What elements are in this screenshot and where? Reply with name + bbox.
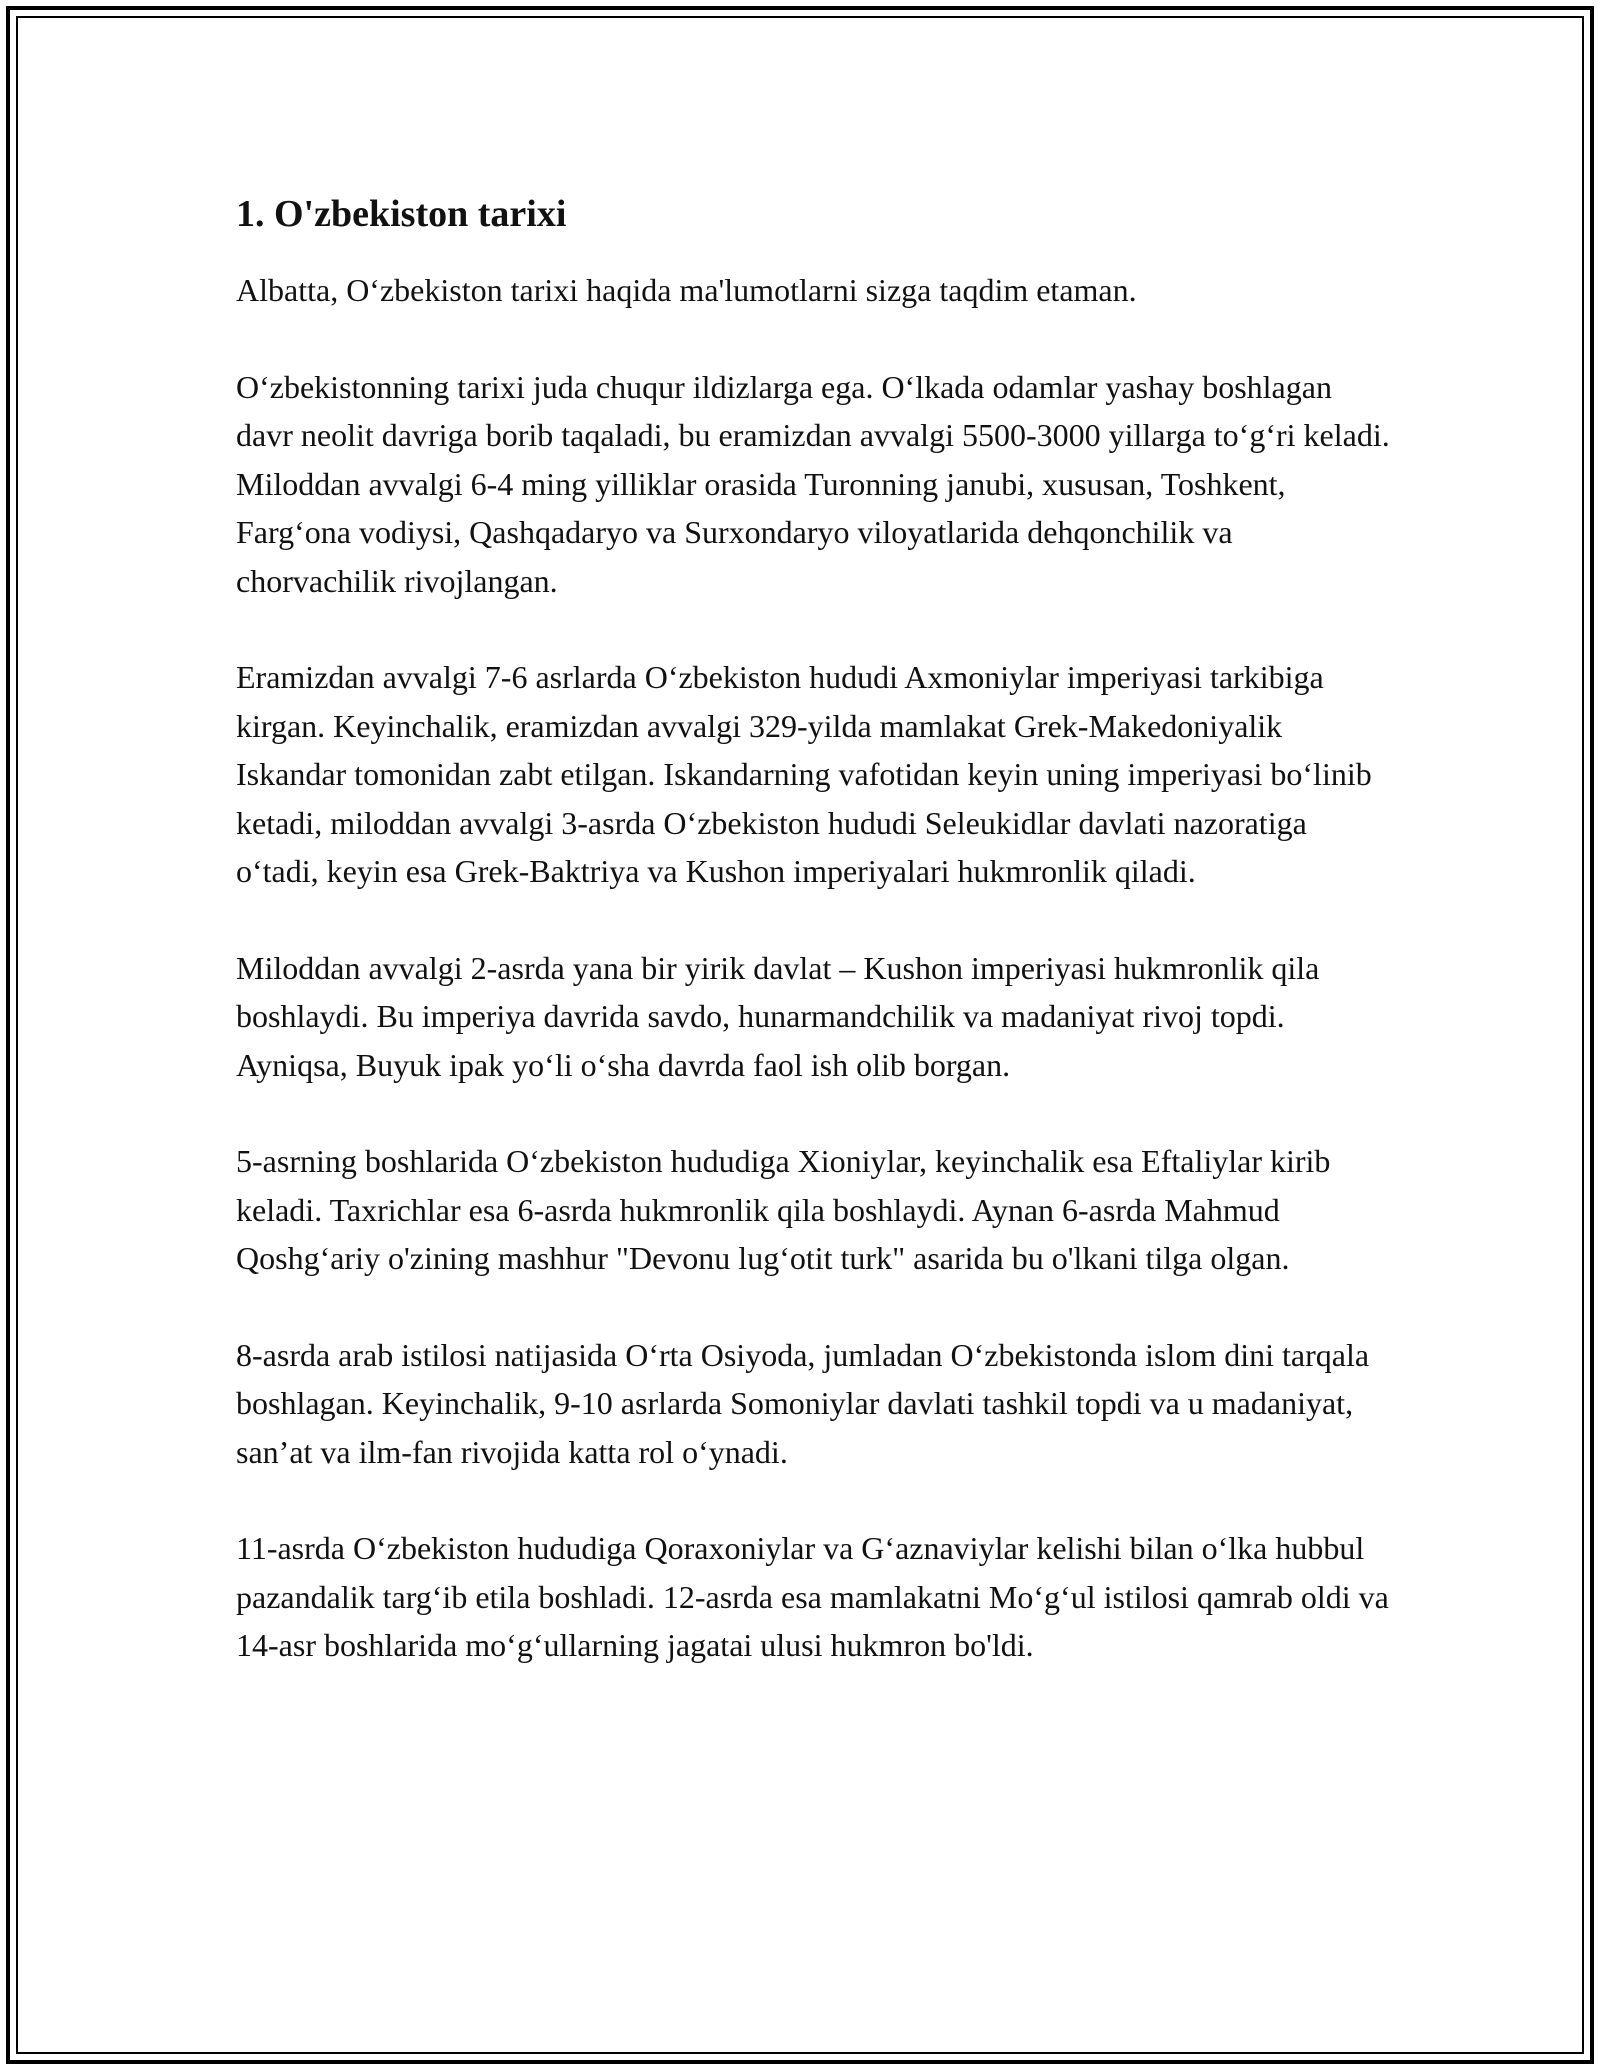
paragraph-karakhanids: 11-asrda O‘zbekiston hududiga Qoraxoniylar va G‘aznaviylar kelishi bilan o‘lka hubbul pazandalik targ‘ib etila boshladi. 12-asrda esa mamlakatni Mo‘g‘ul istilosi qamrab oldi va 14-asr boshlarida mo‘g‘ullarning jagatai ulusi hukmron bo'ldi.: [236, 1530, 1389, 1663]
document-title: 1. O'zbekiston tarixi: [236, 193, 567, 235]
paragraph-arab-conquest: 8-asrda arab istilosi natijasida O‘rta Osiyoda, jumladan O‘zbekistonda islom dini tarqala boshlagan. Keyinchalik, 9-10 asrlarda Somoniylar davlati tashkil topdi va u madaniyat, san’at va ilm-fan rivojida katta rol o‘ynadi.: [236, 1336, 1370, 1470]
paragraph-achaemenid: Eramizdan avvalgi 7-6 asrlarda O‘zbekiston hududi Axmoniylar imperiyasi tarkibiga kirgan. Keyinchalik, eramizdan avvalgi 329-yilda mamlakat Grek-Makedoniyalik Iskandar tomonidan zabt etilgan. Iskandarning vafotidan keyin uning imperiyasi bo‘linib ketadi, miloddan avvalgi 3-asrda O‘zbekiston hududi Seleukidlar davlati nazoratiga o‘tadi, keyin esa Grek-Baktriya va Kushon imperiyalari hukmronlik qiladi.: [236, 659, 1372, 889]
paragraph-intro: Albatta, O‘zbekiston tarixi haqida ma'lumotlarni sizga taqdim etaman.: [236, 272, 1137, 308]
paragraph-kushan: Miloddan avvalgi 2-asrda yana bir yirik davlat – Kushon imperiyasi hukmronlik qila boshlaydi. Bu imperiya davrida savdo, hunarmandchilik va madaniyat rivoj topdi. Ayniqsa, Buyuk ipak yo‘li o‘sha davrda faol ish olib borgan.: [236, 949, 1320, 1083]
paragraph-neolithic: O‘zbekistonning tarixi juda chuqur ildizlarga ega. O‘lkada odamlar yashay boshlagan davr neolit davriga borib taqaladi, bu eramizdan avvalgi 5500-3000 yillarga to‘g‘ri keladi. Miloddan avvalgi 6-4 ming yilliklar orasida Turonning janubi, xususan, Toshkent, Farg‘ona vodiysi, Qashqadaryo va Surxondaryo viloyatlarida dehqonchilik va chorvachilik rivojlangan.: [236, 368, 1390, 599]
paragraph-chionites: 5-asrning boshlarida O‘zbekiston hududiga Xioniylar, keyinchalik esa Eftaliylar kirib keladi. Taxrichlar esa 6-asrda hukmronlik qila boshlaydi. Aynan 6-asrda Mahmud Qoshg‘ariy o'zining mashhur "Devonu lug‘otit turk" asarida bu o'lkani tilga olgan.: [236, 1143, 1331, 1276]
document-body: [236, 186, 1396, 1718]
